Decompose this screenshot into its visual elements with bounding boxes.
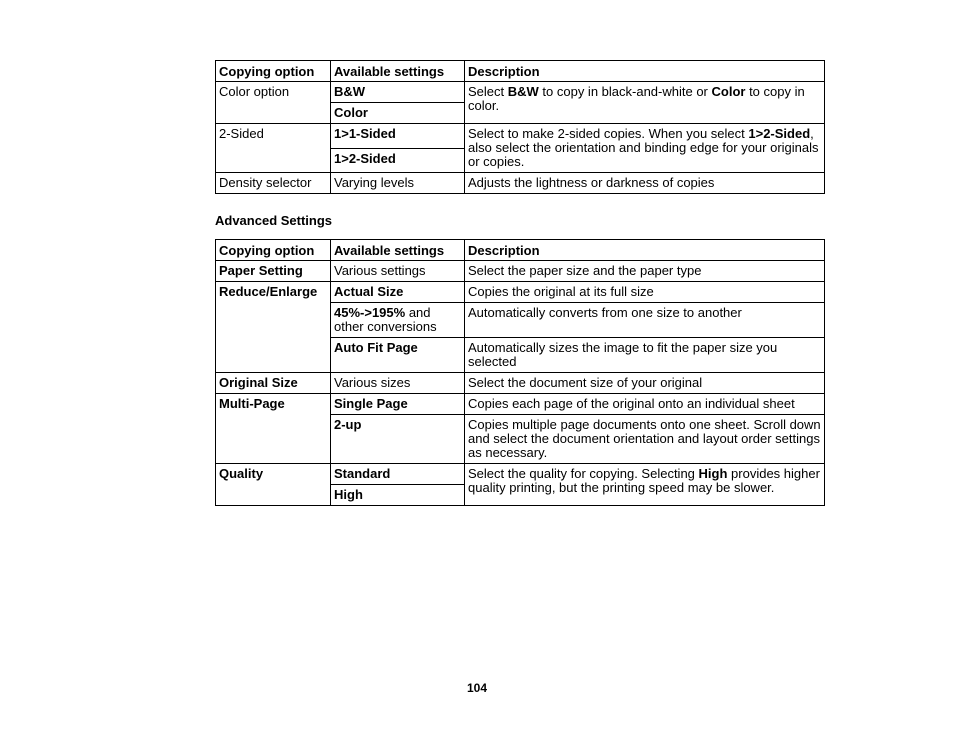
table-row bbox=[216, 173, 825, 194]
setting-cell: Various sizes bbox=[331, 373, 465, 394]
table-row bbox=[216, 464, 825, 485]
description-cell: Select to make 2-sided copies. When you select 1>2-Sided, also select the orientation and binding edge for your originals or copies. bbox=[465, 124, 825, 173]
setting-cell: Various settings bbox=[331, 261, 465, 282]
option-cell: Color option bbox=[216, 82, 331, 124]
description-cell: Select the paper size and the paper type bbox=[465, 261, 825, 282]
description-cell: Select the quality for copying. Selecting High provides higher quality printing, but the printing speed may be slower. bbox=[465, 464, 825, 506]
description-cell: Adjusts the lightness or darkness of copies bbox=[465, 173, 825, 194]
setting-cell: Varying levels bbox=[331, 173, 465, 194]
header-description: Description bbox=[465, 61, 825, 82]
table-header-row bbox=[216, 61, 825, 82]
description-cell: Copies each page of the original onto an individual sheet bbox=[465, 394, 825, 415]
option-cell: Quality bbox=[216, 464, 331, 506]
table-row bbox=[216, 282, 825, 303]
setting-cell: 45%->195% and other conversions bbox=[331, 303, 465, 338]
description-cell: Automatically sizes the image to fit the paper size you selected bbox=[465, 338, 825, 373]
setting-cell: Single Page bbox=[331, 394, 465, 415]
setting-cell: 1>2-Sided bbox=[331, 148, 465, 173]
description-cell: Copies the original at its full size bbox=[465, 282, 825, 303]
section-heading: Advanced Settings bbox=[215, 213, 333, 228]
option-cell: Density selector bbox=[216, 173, 331, 194]
description-cell: Copies multiple page documents onto one sheet. Scroll down and select the document orientation and layout order settings as necessary. bbox=[465, 415, 825, 464]
setting-cell: Actual Size bbox=[331, 282, 465, 303]
header-available-settings: Available settings bbox=[331, 61, 465, 82]
option-cell: Reduce/Enlarge bbox=[216, 282, 331, 373]
description-cell: Select B&W to copy in black-and-white or Color to copy in color. bbox=[465, 82, 825, 124]
header-copying-option: Copying option bbox=[216, 61, 331, 82]
setting-cell: 2-up bbox=[331, 415, 465, 464]
option-cell: 2-Sided bbox=[216, 124, 331, 173]
description-cell: Select the document size of your original bbox=[465, 373, 825, 394]
table-header-row bbox=[216, 240, 825, 261]
setting-cell: Color bbox=[331, 103, 465, 124]
copy-options-table bbox=[215, 60, 825, 194]
table-row bbox=[216, 82, 825, 103]
setting-cell: Auto Fit Page bbox=[331, 338, 465, 373]
header-copying-option: Copying option bbox=[216, 240, 331, 261]
setting-cell: 1>1-Sided bbox=[331, 124, 465, 149]
description-cell: Automatically converts from one size to another bbox=[465, 303, 825, 338]
header-available-settings: Available settings bbox=[331, 240, 465, 261]
table-row bbox=[216, 394, 825, 415]
option-cell: Original Size bbox=[216, 373, 331, 394]
header-description: Description bbox=[465, 240, 825, 261]
setting-cell: High bbox=[331, 485, 465, 506]
setting-cell: B&W bbox=[331, 82, 465, 103]
advanced-settings-table bbox=[215, 239, 825, 506]
page-number: 104 bbox=[466, 681, 488, 695]
table-row bbox=[216, 373, 825, 394]
option-cell: Multi-Page bbox=[216, 394, 331, 464]
option-cell: Paper Setting bbox=[216, 261, 331, 282]
table-row bbox=[216, 124, 825, 149]
setting-cell: Standard bbox=[331, 464, 465, 485]
table-row bbox=[216, 261, 825, 282]
